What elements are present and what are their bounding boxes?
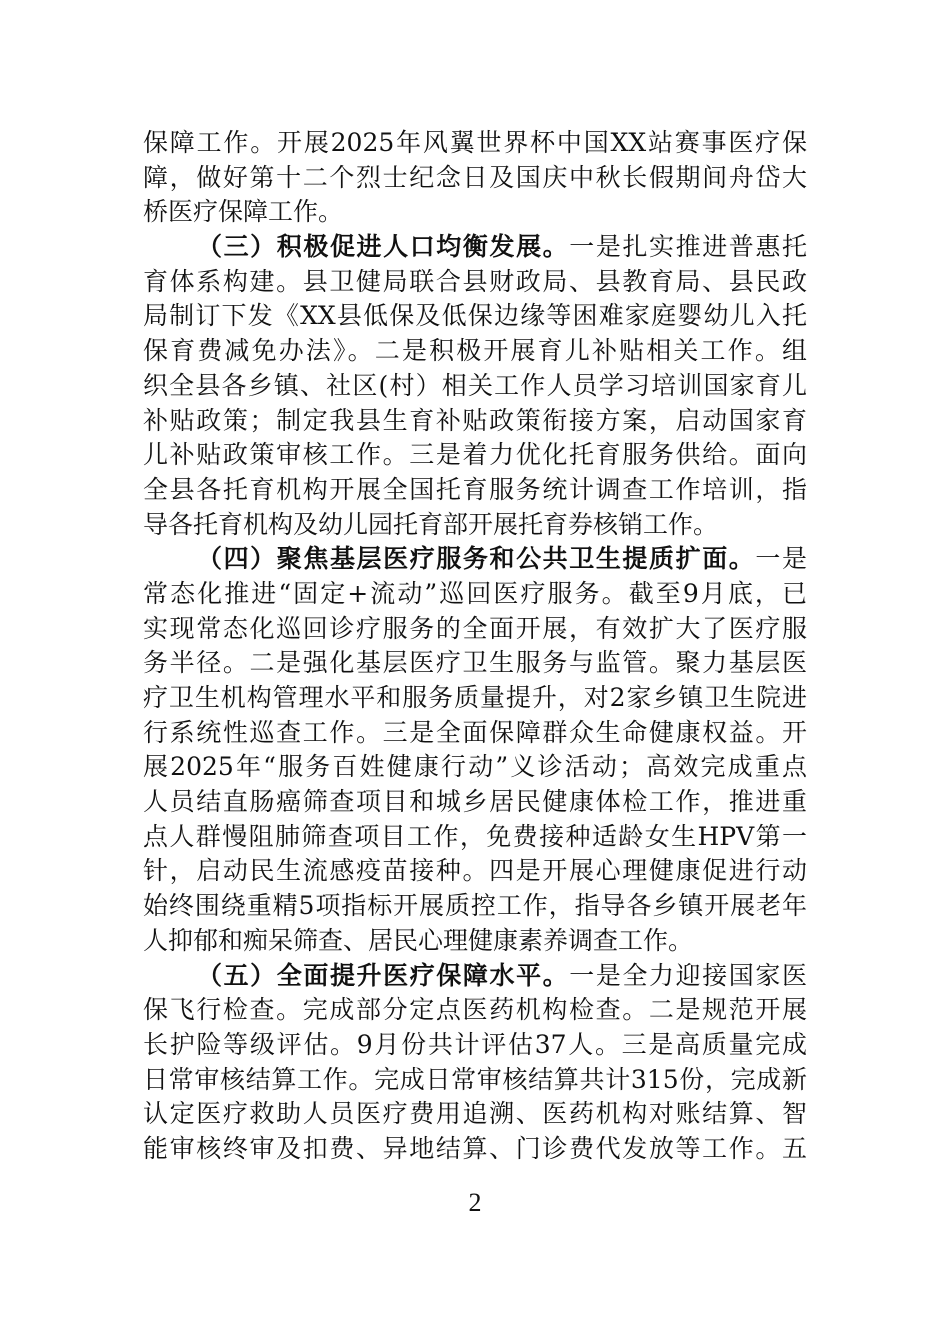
text-line: 始终围绕重精5项指标开展质控工作，指导各乡镇开展老年 — [143, 891, 807, 921]
section-heading: （五）全面提升医疗保障水平。 — [197, 960, 570, 990]
text-line: 点人群慢阻肺筛查项目工作，免费接种适龄女生HPV第一 — [143, 821, 807, 851]
text-line: 疗卫生机构管理水平和服务质量提升，对2家乡镇卫生院进 — [143, 683, 807, 712]
section-heading: （三）积极促进人口均衡发展。 — [197, 232, 570, 262]
text-line: 局制订下发《XX县低保及低保边缘等困难家庭婴幼儿入托 — [143, 301, 807, 331]
text-line: 保育费减免办法》。二是积极开展育儿补贴相关工作。组 — [143, 336, 807, 366]
text-line: 保飞行检查。完成部分定点医药机构检查。二是规范开展 — [143, 995, 807, 1025]
text-line: 保障工作。开展2025年风翼世界杯中国XX站赛事医疗保 — [143, 128, 807, 157]
text-line: 人员结直肠癌筛查项目和城乡居民健康体检工作，推进重 — [143, 787, 807, 817]
text-line: 织全县各乡镇、社区(村）相关工作人员学习培训国家育儿 — [143, 370, 807, 400]
section-3-first-line — [143, 230, 807, 265]
text-line: 能审核终审及扣费、异地结算、门诊费代发放等工作。五 — [143, 1133, 807, 1163]
text-line: 长护险等级评估。9月份共计评估37人。三是高质量完成 — [143, 1029, 807, 1059]
text-line: 育体系构建。县卫健局联合县财政局、县教育局、县民政 — [143, 266, 807, 296]
text-line: 儿补贴政策审核工作。三是着力优化托育服务供给。面向 — [143, 440, 807, 470]
text-line: 障，做好第十二个烈士纪念日及国庆中秋长假期间舟岱大 — [143, 162, 807, 192]
text-line: 认定医疗救助人员医疗费用追溯、医药机构对账结算、智 — [143, 1099, 807, 1129]
text-line: 针，启动民生流感疫苗接种。四是开展心理健康促进行动 — [143, 856, 807, 886]
section-heading: （四）聚焦基层医疗服务和公共卫生提质扩面。 — [197, 544, 756, 574]
text-line: 导各托育机构及幼儿园托育部开展托育券核销工作。 — [143, 509, 719, 539]
section-4-first-line — [143, 542, 807, 577]
text-line: 实现常态化巡回诊疗服务的全面开展，有效扩大了医疗服 — [143, 613, 807, 643]
text-line: 一是 — [755, 544, 807, 574]
text-line: 桥医疗保障工作。 — [143, 197, 344, 227]
text-line: 常态化推进“固定+流动”巡回医疗服务。截至9月底，已 — [143, 578, 807, 608]
document-body — [143, 126, 807, 1167]
text-line: 全县各托育机构开展全国托育服务统计调查工作培训，指 — [143, 474, 807, 504]
text-line: 一是全力迎接国家医 — [569, 960, 807, 990]
text-line: 人抑郁和痴呆筛查、居民心理健康素养调查工作。 — [143, 925, 694, 955]
text-line: 一是扎实推进普惠托 — [569, 232, 807, 262]
text-line: 展2025年“服务百姓健康行动”义诊活动；高效完成重点 — [143, 752, 807, 782]
section-5-first-line — [143, 959, 807, 994]
text-line: 行系统性巡查工作。三是全面保障群众生命健康权益。开 — [143, 717, 807, 747]
text-line: 补贴政策；制定我县生育补贴政策衔接方案，启动国家育 — [143, 405, 807, 435]
text-line: 日常审核结算工作。完成日常审核结算共计315份，完成新 — [143, 1064, 807, 1094]
text-line: 务半径。二是强化基层医疗卫生服务与监管。聚力基层医 — [143, 648, 807, 678]
page-number: 2 — [468, 1188, 482, 1217]
